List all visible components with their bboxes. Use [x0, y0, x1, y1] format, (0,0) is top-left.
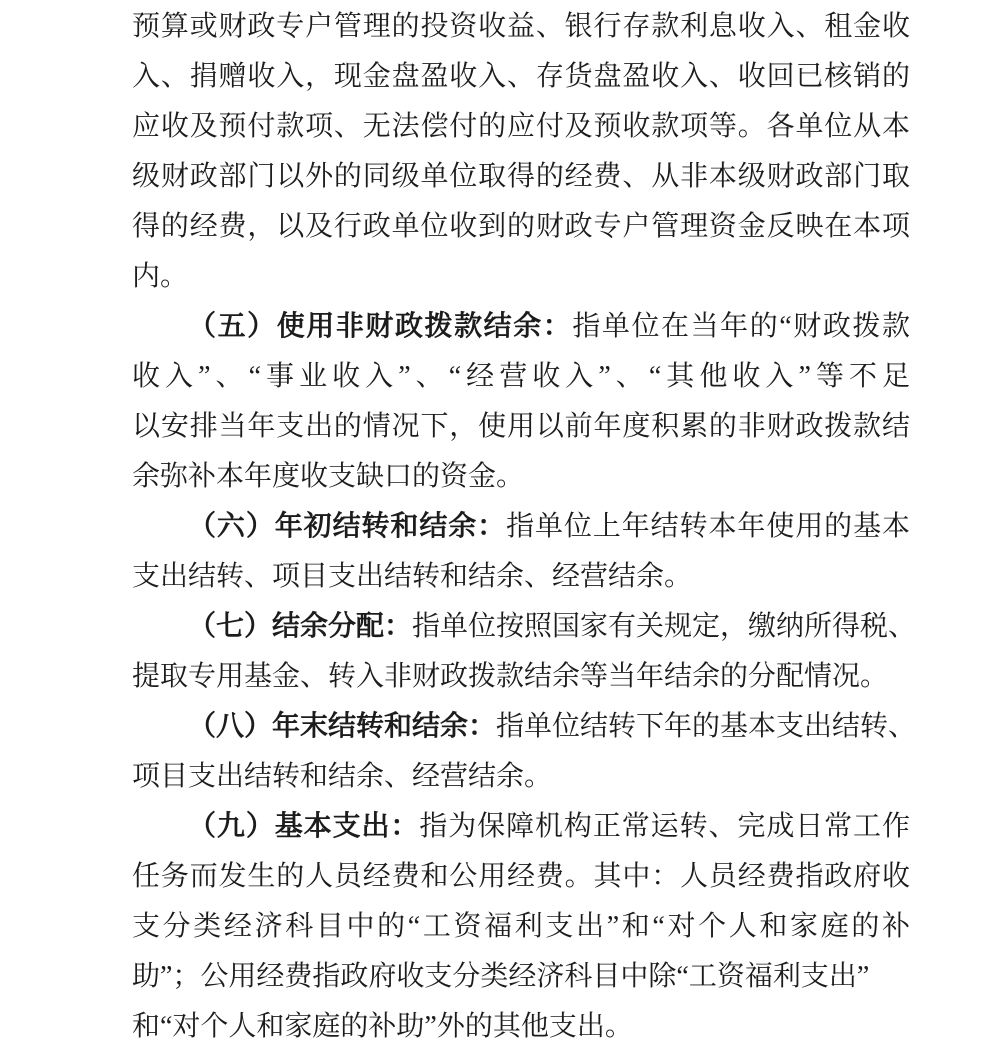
clause-heading: （九）基本支出：	[188, 811, 420, 842]
body-text: 指单位结转下年的基本支出结转、	[496, 711, 917, 742]
text-line	[132, 1002, 910, 1052]
para-other-income-continued	[132, 2, 910, 302]
body-text: 指为保障机构正常运转、完成日常工作	[419, 811, 910, 842]
body-text: 应收及预付款项、无法偿付的应付及预收款项等。各单位从本	[132, 111, 910, 142]
clause-heading: （五）使用非财政拨款结余：	[188, 311, 573, 342]
body-text: 指单位按照国家有关规定，缴纳所得税、	[412, 611, 917, 642]
text-line	[132, 302, 910, 352]
text-line	[132, 352, 910, 402]
para-item-8-year-end-carryover-and-surplus	[132, 702, 917, 802]
text-line	[132, 702, 917, 752]
body-text: 预算或财政专户管理的投资收益、银行存款利息收入、租金收	[132, 11, 910, 42]
para-item-5-use-of-non-fiscal-carryover	[132, 302, 910, 502]
text-line	[132, 252, 910, 302]
para-item-9-basic-expenditure	[132, 802, 910, 1052]
body-text: 任务而发生的人员经费和公用经费。其中：人员经费指政府收	[132, 861, 910, 892]
clause-heading: （八）年末结转和结余：	[188, 711, 497, 742]
text-line	[132, 752, 910, 802]
body-text: 助”；公用经费指政府收支分类经济科目中除“工资福利支出”	[132, 961, 870, 992]
body-text: 余弥补本年度收支缺口的资金。	[132, 461, 525, 492]
para-item-7-surplus-distribution	[132, 602, 917, 702]
text-line	[132, 102, 910, 152]
clause-heading: （六）年初结转和结余：	[188, 511, 507, 542]
text-line	[132, 552, 910, 602]
body-text: 内。	[132, 261, 189, 292]
text-line	[132, 852, 910, 902]
body-text: 指单位在当年的“财政拨款	[572, 311, 910, 342]
text-line	[132, 2, 910, 52]
body-text: 支出结转、项目支出结转和结余、经营结余。	[132, 561, 693, 592]
text-line	[132, 952, 910, 1002]
body-text: 指单位上年结转本年使用的基本	[506, 511, 910, 542]
text-line	[132, 152, 910, 202]
para-item-6-opening-carryover-and-surplus	[132, 502, 910, 602]
text-line	[132, 652, 910, 702]
body-text: 和“对个人和家庭的补助”外的其他支出。	[132, 1011, 633, 1042]
text-line	[132, 902, 910, 952]
body-text: 收入”、“事业收入”、“经营收入”、“其他收入”等不足	[132, 361, 910, 392]
body-text: 入、捐赠收入，现金盘盈收入、存货盘盈收入、收回已核销的	[132, 61, 910, 92]
text-line	[132, 602, 917, 652]
text-line	[132, 452, 910, 502]
body-text: 提取专用基金、转入非财政拨款结余等当年结余的分配情况。	[132, 661, 889, 692]
text-line	[132, 52, 910, 102]
text-line	[132, 802, 910, 852]
body-text: 以安排当年支出的情况下，使用以前年度积累的非财政拨款结	[132, 411, 910, 442]
document-body	[132, 2, 917, 1052]
text-line	[132, 502, 910, 552]
body-text: 级财政部门以外的同级单位取得的经费、从非本级财政部门取	[132, 161, 910, 192]
body-text: 项目支出结转和结余、经营结余。	[132, 761, 553, 792]
text-line	[132, 202, 910, 252]
clause-heading: （七）结余分配：	[188, 611, 413, 642]
body-text: 支分类经济科目中的“工资福利支出”和“对个人和家庭的补	[132, 911, 910, 942]
text-line	[132, 402, 910, 452]
body-text: 得的经费，以及行政单位收到的财政专户管理资金反映在本项	[132, 211, 910, 242]
